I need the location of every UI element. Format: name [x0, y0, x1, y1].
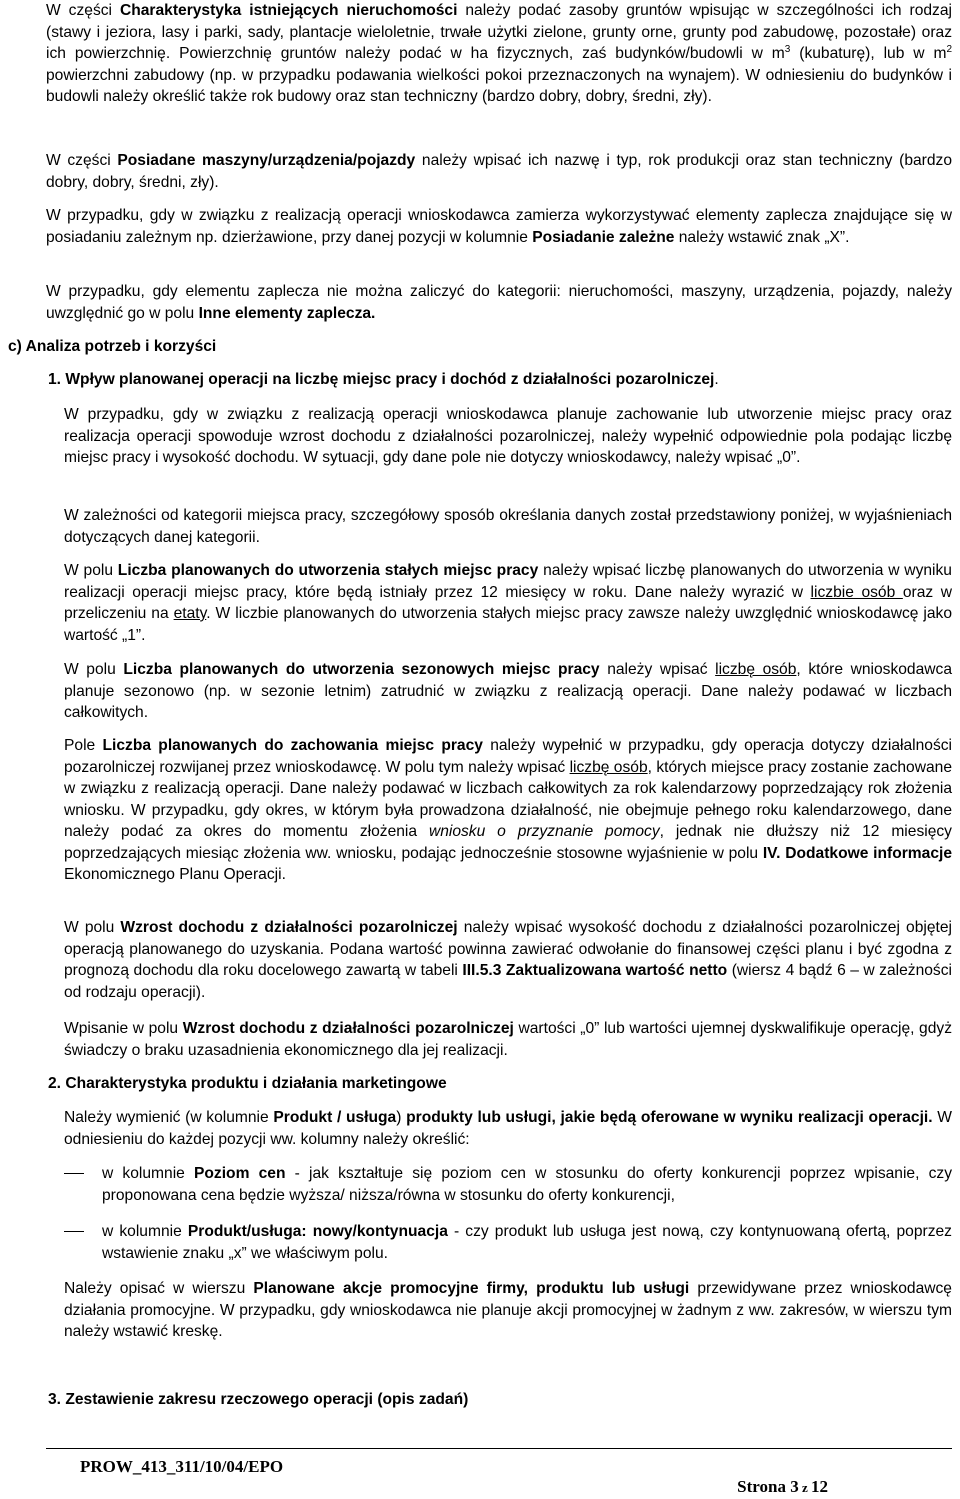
list-item-text: w kolumnie Produkt/usługa: nowy/kontynuacja - czy produkt lub usługa jest nową, czy kontynuowaną ofertą, poprzez wstawienie znaku „x” we właściwym polu. — [102, 1223, 952, 1262]
footer-divider — [46, 1448, 952, 1449]
footer-page-number: Strona 3 z 12 — [737, 1477, 828, 1496]
paragraph-nieruchomosci: W części Charakterystyka istniejących nieruchomości należy podać zasoby gruntów wpisując w szczególności ich rodzaj (stawy i jeziora, lasy i parki, sady, plantacje wieloletnie, trwałe użytki zielone, grunty orne, grunty pod zabudowę, pozostałe) oraz ich powierzchnię. Powierzchnię gruntów należy podać w ha fizycznych, zaś budynków/budowli w $m^3$ (kubaturę), lub w $m^2$ powierzchni zabudowy (np. w przypadku podawania wielkości pokoi przeznaczonych na wynajem). W odniesieniu do budynków i budowli należy określić także rok budowy oraz stan techniczny (bardzo dobry, dobry, średni, zły). — [46, 2, 953, 105]
paragraph-sezonowe-miejsca: W polu Liczba planowanych do utworzenia sezonowych miejsc pracy należy wpisać liczbę osób, które wnioskodawca planuje sezonowo (np. w sezonie letnim) zatrudnić w związku z realizacją operacji. Dane należy podawać w liczbach całkowitych. — [64, 661, 952, 721]
list-item-poziom-cen — [64, 1163, 952, 1206]
section-heading-2: 2. Charakterystyka produktu i działania marketingowe — [48, 1075, 447, 1092]
paragraph-produkty: Należy wymienić (w kolumnie Produkt / usługa) produkty lub usługi, jakie będą oferowane w wyniku realizacji operacji. W odniesieniu do każdej pozycji ww. kolumny należy określić: — [64, 1109, 952, 1148]
section-heading-1: 1. Wpływ planowanej operacji na liczbę miejsc pracy i dochód z działalności pozarolniczej. — [48, 371, 719, 388]
footer-document-code: PROW_413_311/10/04/EPO — [80, 1457, 284, 1476]
paragraph-miejsca-pracy-intro: W przypadku, gdy w związku z realizacją operacji wnioskodawca planuje zachowanie lub utworzenie miejsc pracy oraz realizacja operacji spowoduje wzrost dochodu z działalności pozarolniczej, należy wypełnić odpowiednie pola podając liczbę miejsc pracy i wysokość dochodu. W sytuacji, gdy dane pole nie dotyczy wnioskodawcy, należy wpisać „0”. — [64, 406, 952, 466]
list-item-nowy-kontynuacja — [64, 1221, 952, 1264]
dash-bullet-icon — [64, 1231, 84, 1232]
paragraph-akcje-promocyjne: Należy opisać w wierszu Planowane akcje promocyjne firmy, produktu lub usługi przewidywane przez wnioskodawcę działania promocyjne. W przypadku, gdy wnioskodawca nie planuje akcji promocyjnej w żadnym z ww. zakresów, w wierszu tym należy wstawić kreskę. — [64, 1280, 952, 1340]
paragraph-posiadanie-zalezne: W przypadku, gdy w związku z realizacją operacji wnioskodawca zamierza wykorzystywać elementy zaplecza znajdujące się w posiadaniu zależnym np. dzierżawione, przy danej pozycji w kolumnie Posiadanie zależne należy wstawić znak „X”. — [46, 207, 952, 246]
list-item-text: w kolumnie Poziom cen - jak kształtuje się poziom cen w stosunku do oferty konkurencji poprzez wpisanie, czy proponowana cena będzie wyższa/ niższa/równa w stosunku do oferty konkurencji, — [102, 1165, 952, 1204]
paragraph-stale-miejsca: W polu Liczba planowanych do utworzenia stałych miejsc pracy należy wpisać liczbę planowanych do utworzenia w wyniku realizacji operacji miejsc pracy, które będą istniały przez 12 miesięcy w roku. Dane należy wyrazić w liczbie osób oraz w przeliczeniu na etaty. W liczbie planowanych do utworzenia stałych miejsc pracy zawsze należy uwzględnić wnioskodawcę jako wartość „1”. — [64, 562, 953, 644]
section-heading-c: c) Analiza potrzeb i korzyści — [8, 338, 217, 355]
paragraph-kategorie: W zależności od kategorii miejsca pracy, szczegółowy sposób określania danych został przedstawiony poniżej, w wyjaśnieniach dotyczących danej kategorii. — [64, 507, 952, 546]
paragraph-wzrost-dochodu: W polu Wzrost dochodu z działalności pozarolniczej należy wpisać wysokość dochodu z działalności pozarolniczej objętej operacją planowanego do uzyskania. Podana wartość powinna zawierać odwołanie do finansowej części planu i być zgodna z prognozą dochodu dla roku docelowego zawartą w tabeli III.5.3 Zaktualizowana wartość netto (wiersz 4 bądź 6 – w zależności od rodzaju operacji). — [64, 919, 952, 1001]
paragraph-wartosc-zero: Wpisanie w polu Wzrost dochodu z działalności pozarolniczej wartości „0” lub wartości ujemnej dyskwalifikuje operację, gdyż świadczy o braku uzasadnienia ekonomicznego dla jej realizacji. — [64, 1020, 952, 1059]
dash-bullet-icon — [64, 1173, 84, 1174]
section-heading-3: 3. Zestawienie zakresu rzeczowego operacji (opis zadań) — [48, 1391, 469, 1408]
paragraph-inne-elementy: W przypadku, gdy elementu zaplecza nie można zaliczyć do kategorii: nieruchomości, maszyny, urządzenia, pojazdy, należy uwzględnić go w polu Inne elementy zaplecza. — [46, 283, 952, 322]
paragraph-maszyny: W części Posiadane maszyny/urządzenia/pojazdy należy wpisać ich nazwę i typ, rok produkcji oraz stan techniczny (bardzo dobry, dobry, średni, zły). — [46, 152, 952, 191]
paragraph-zachowanie-miejsc: Pole Liczba planowanych do zachowania miejsc pracy należy wypełnić w przypadku, gdy operacja dotyczy działalności pozarolniczej rozwijanej przez wnioskodawcę. W polu tym należy wpisać liczbę osób, których miejsce pracy zostanie zachowane w związku z realizacją operacji. Dane należy podawać w liczbach całkowitych za rok kalendarzowy poprzedzający rok złożenia wniosku. W przypadku, gdy okres, w którym była prowadzona działalność, nie obejmuje pełnego roku kalendarzowego, dane należy podać za okres do momentu złożenia wniosku o przyznanie pomocy, jednak nie dłuższy niż 12 miesięcy poprzedzających miesiąc złożenia ww. wniosku, podając jednocześnie stosowne wyjaśnienie w polu IV. Dodatkowe informacje Ekonomicznego Planu Operacji. — [64, 737, 953, 883]
